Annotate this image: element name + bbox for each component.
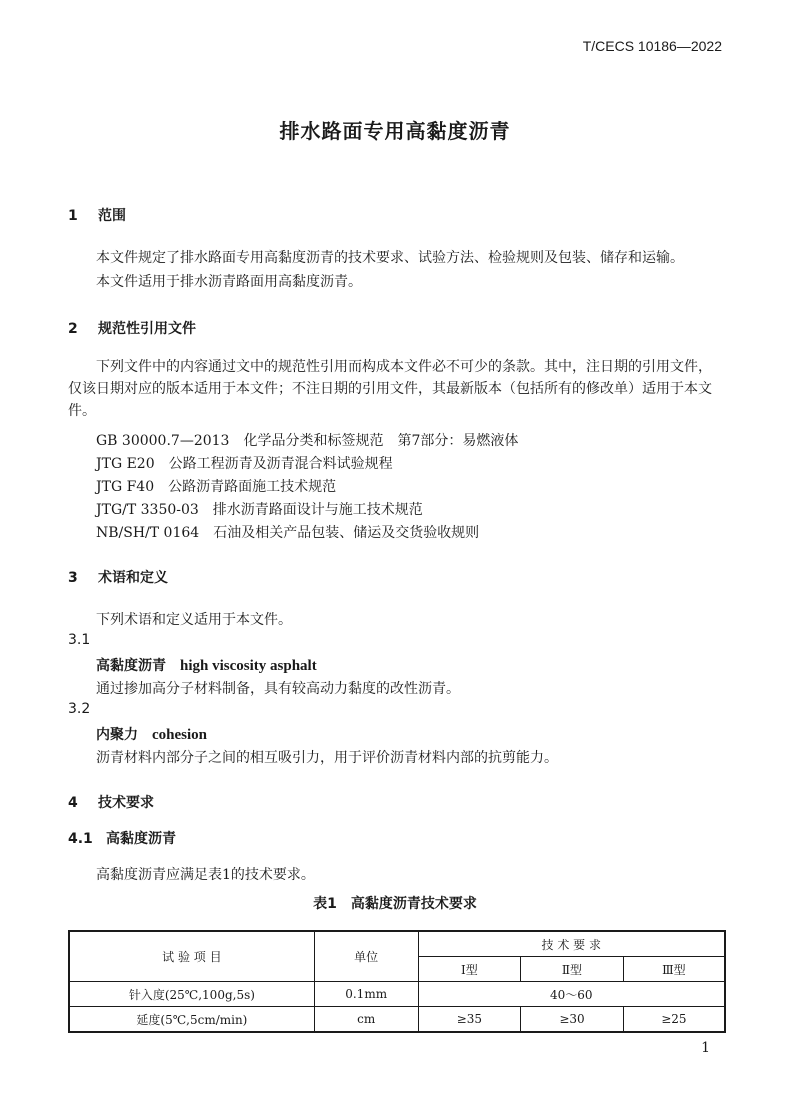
section-1-heading: [68, 205, 126, 225]
term-en: high viscosity asphalt: [180, 658, 317, 674]
term-entry: [96, 655, 317, 675]
section-number: 2: [68, 321, 78, 337]
header-requirements: 技 术 要 求: [418, 931, 725, 957]
section-number: 1: [68, 208, 78, 224]
reference-item: NB/SH/T 0164 石油及相关产品包装、储运及交货验收规则: [96, 525, 480, 541]
term-zh: 内聚力: [96, 727, 138, 743]
header-type-2: Ⅱ型: [521, 957, 624, 982]
header-type-3: Ⅲ型: [623, 957, 725, 982]
scope-paragraph-2: 本文件适用于排水沥青路面用高黏度沥青。: [96, 274, 362, 290]
section-4-heading: [68, 792, 154, 812]
document-title: 排水路面专用高黏度沥青: [279, 119, 511, 143]
cell-value-type-3: ≥25: [623, 1007, 725, 1033]
subsection-4-1-heading: [68, 828, 176, 848]
technical-requirements-table: [68, 930, 726, 1033]
section-title: 规范性引用文件: [98, 321, 196, 337]
header-type-1: Ⅰ型: [418, 957, 521, 982]
term-definition: 通过掺加高分子材料制备，具有较高动力黏度的改性沥青。: [96, 681, 460, 697]
section-number: 4: [68, 795, 78, 811]
normative-references-paragraph: 下列文件中的内容通过文中的规范性引用而构成本文件必不可少的条款。其中，注日期的引用文件，仅该日期对应的版本适用于本文件；不注日期的引用文件，其最新版本（包括所有的修改单）适用于本文件。: [68, 359, 712, 419]
cell-unit: cm: [314, 1007, 418, 1033]
cell-unit: 0.1mm: [314, 982, 418, 1007]
term-en: cohesion: [152, 727, 208, 743]
term-entry: [96, 724, 207, 744]
table-row: [69, 982, 725, 1007]
term-number: 3.1: [68, 632, 91, 648]
cell-item: 延度(5℃,5cm/min): [69, 1007, 314, 1033]
subsection-number: 4.1: [68, 831, 93, 847]
reference-item: GB 30000.7—2013 化学品分类和标签规范 第7部分：易燃液体: [96, 433, 519, 449]
reference-item: JTG F40 公路沥青路面施工技术规范: [96, 479, 337, 495]
table-caption: 表1 高黏度沥青技术要求: [313, 896, 477, 912]
subsection-text: 高黏度沥青应满足表1的技术要求。: [96, 867, 315, 883]
section-3-heading: [68, 567, 168, 587]
section-2-heading: [68, 318, 196, 338]
reference-item: JTG E20 公路工程沥青及沥青混合料试验规程: [96, 456, 393, 472]
page-number: 1: [701, 1040, 710, 1056]
cell-item: 针入度(25℃,100g,5s): [69, 982, 314, 1007]
standard-code: T/CECS 10186—2022: [582, 38, 722, 54]
table-row: [69, 1007, 725, 1033]
term-definition: 沥青材料内部分子之间的相互吸引力，用于评价沥青材料内部的抗剪能力。: [96, 750, 558, 766]
section-title: 范围: [98, 208, 126, 224]
subsection-title: 高黏度沥青: [106, 831, 176, 847]
header-unit: 单位: [314, 931, 418, 982]
section-title: 术语和定义: [98, 570, 168, 586]
section-title: 技术要求: [98, 795, 154, 811]
reference-item: JTG/T 3350-03 排水沥青路面设计与施工技术规范: [96, 502, 423, 518]
terms-intro: 下列术语和定义适用于本文件。: [96, 612, 292, 628]
header-test-item: 试 验 项 目: [69, 931, 314, 982]
term-number: 3.2: [68, 701, 91, 717]
cell-value-type-1: ≥35: [418, 1007, 521, 1033]
term-zh: 高黏度沥青: [96, 658, 166, 674]
scope-paragraph-1: 本文件规定了排水路面专用高黏度沥青的技术要求、试验方法、检验规则及包装、储存和运输。: [96, 250, 684, 266]
cell-value-type-2: ≥30: [521, 1007, 624, 1033]
section-number: 3: [68, 570, 78, 586]
cell-value-merged: 40～60: [418, 982, 725, 1007]
